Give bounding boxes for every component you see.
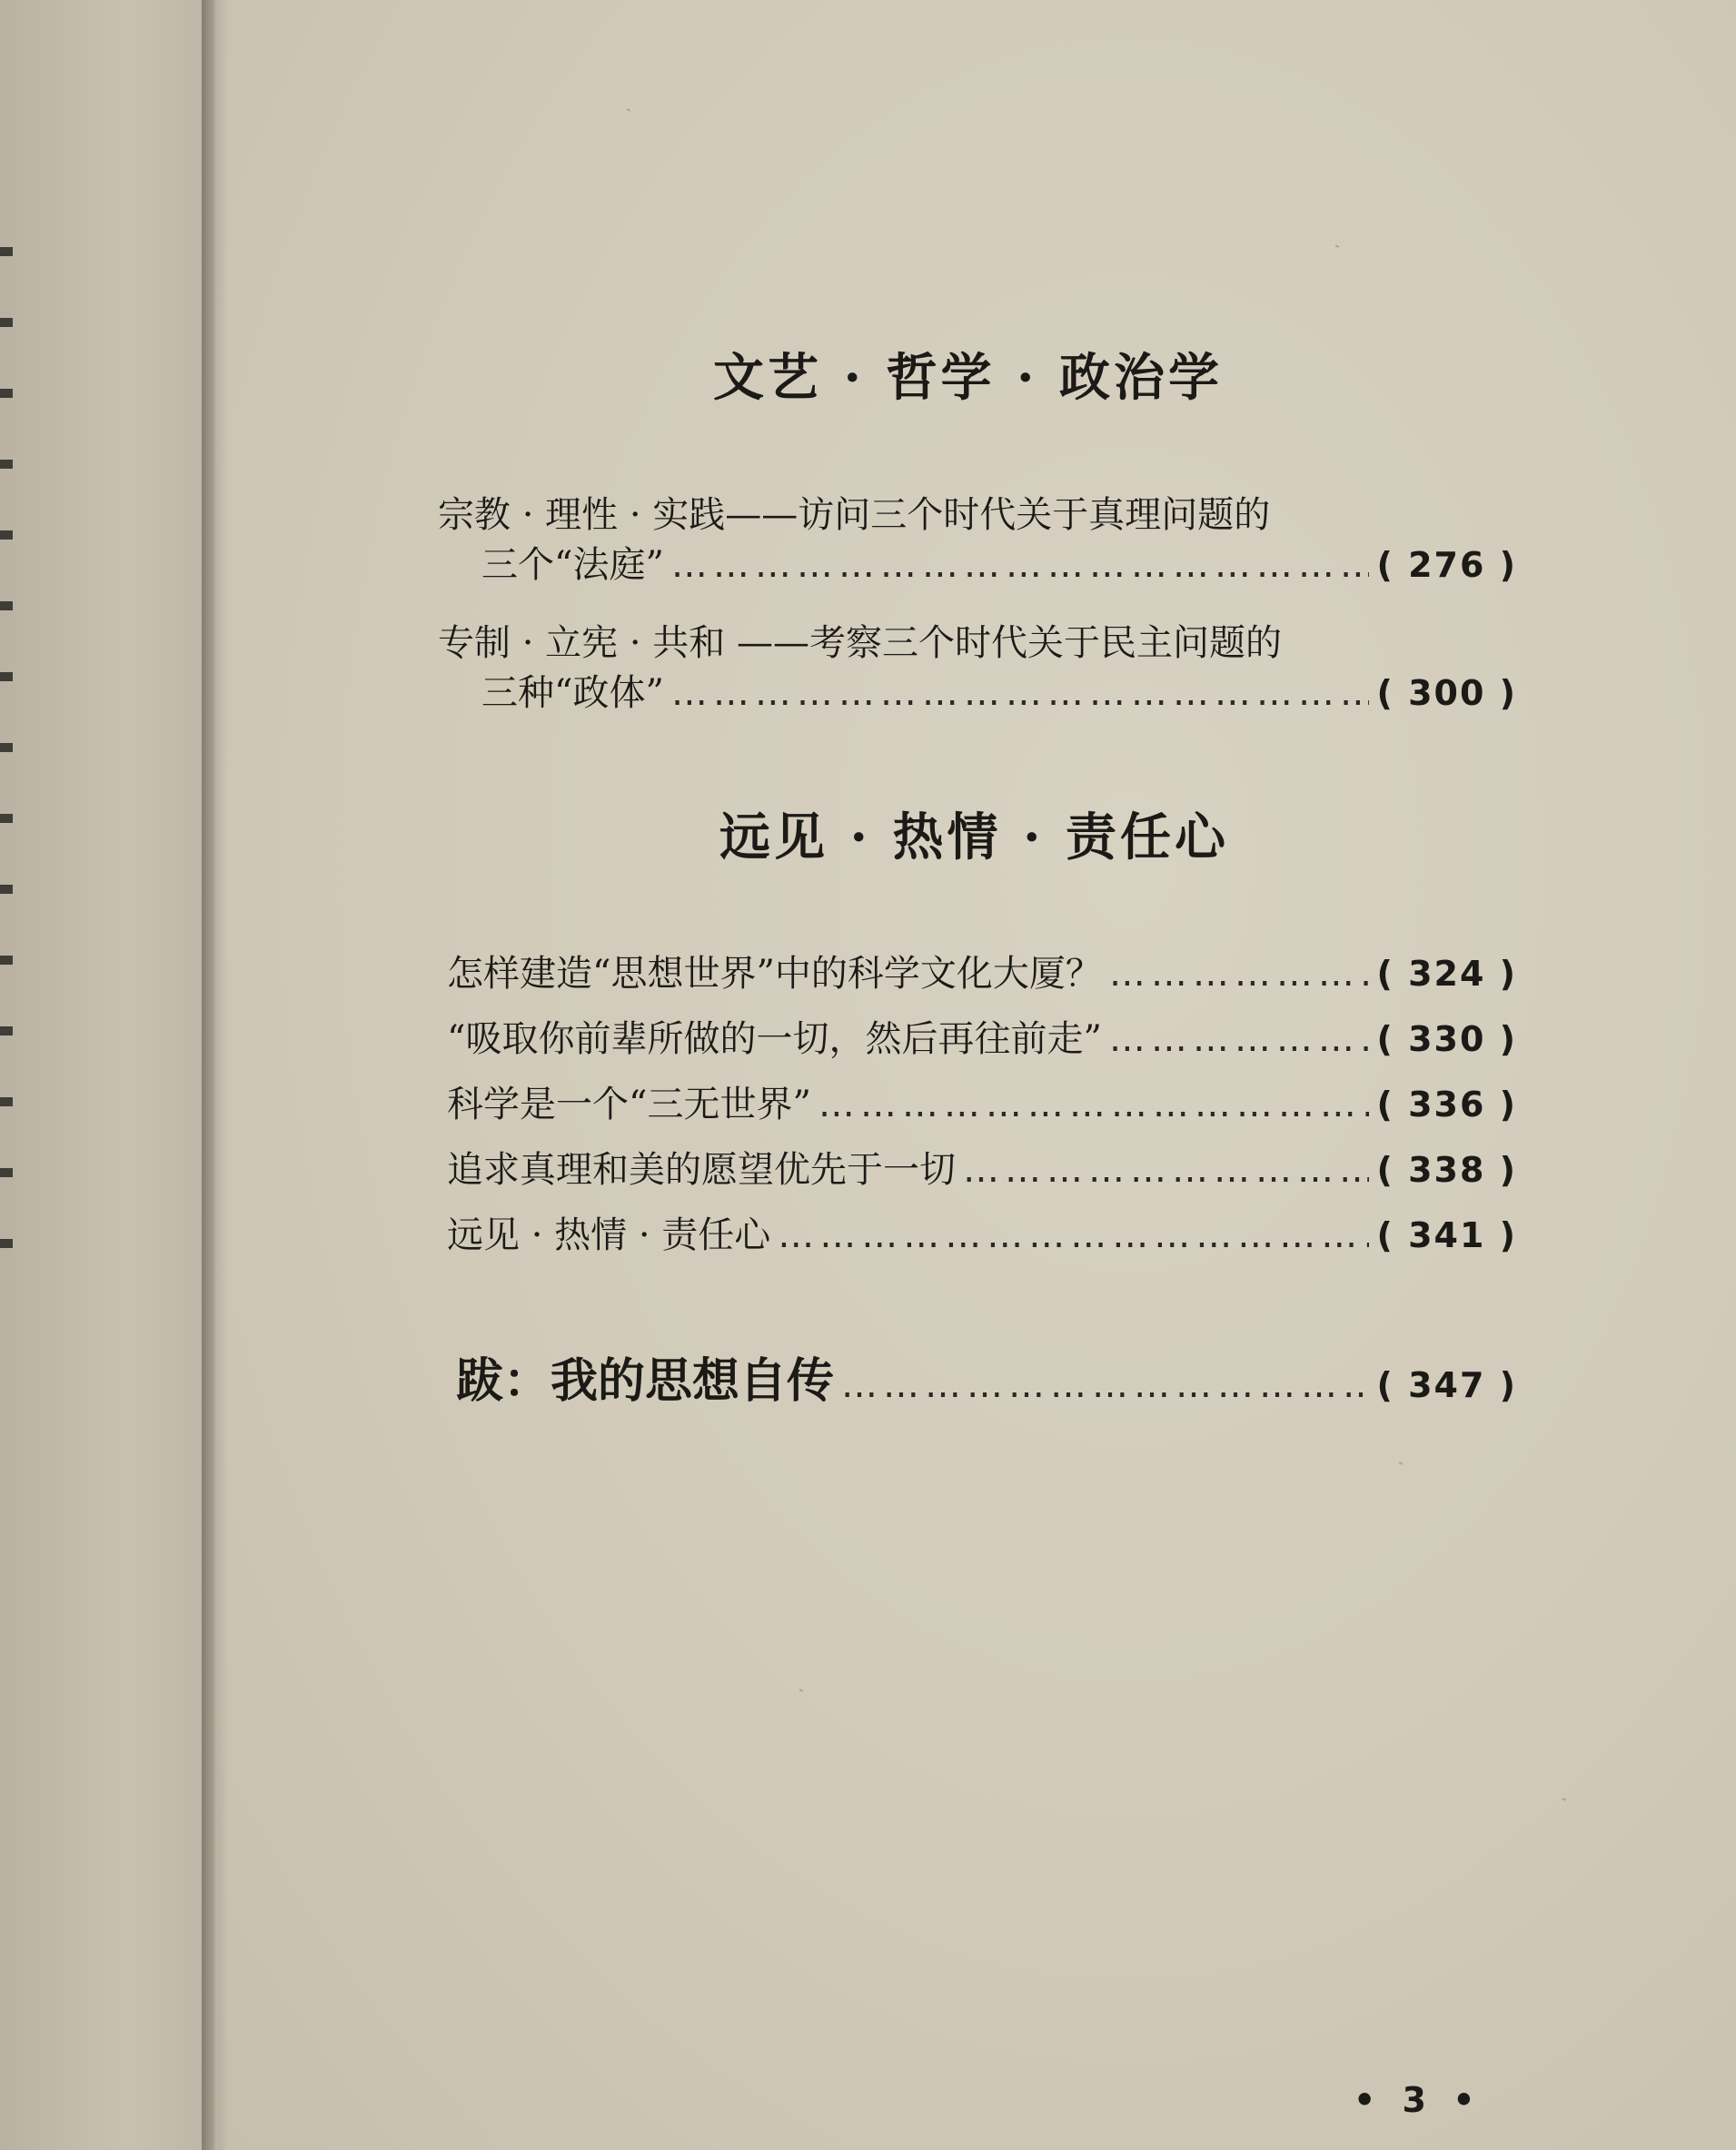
- dot-leader: [671, 672, 1370, 714]
- afterword-row[interactable]: [456, 1343, 1517, 1411]
- page-number: ( 336 ): [1376, 1085, 1517, 1125]
- dot-leader: [1109, 1018, 1370, 1060]
- left-page: [0, 0, 214, 2150]
- toc-entry-5-row[interactable]: [447, 1075, 1517, 1127]
- page-gutter: [202, 0, 229, 2150]
- page-number: ( 330 ): [1376, 1019, 1517, 1059]
- toc-entry-4-row[interactable]: [447, 1010, 1517, 1062]
- toc-entry-1-row[interactable]: [481, 536, 1517, 588]
- dot-leader: [671, 544, 1370, 586]
- toc-entry-4-text: “吸取你前辈所做的一切，然后再往前走”: [447, 1018, 1102, 1060]
- toc-entry-1-line2: 三个“法庭”: [481, 544, 664, 586]
- page-number: ( 347 ): [1376, 1365, 1517, 1405]
- toc-entry-2-line2: 三种“政体”: [481, 672, 664, 714]
- dot-leader: [818, 1084, 1370, 1125]
- toc-entry-7-row[interactable]: [447, 1206, 1517, 1258]
- toc-entry-6-row[interactable]: [447, 1141, 1517, 1193]
- toc-entry-2-row[interactable]: [481, 664, 1517, 716]
- afterword-text: 跋：我的思想自传: [456, 1353, 835, 1409]
- page-number: ( 324 ): [1376, 954, 1517, 994]
- page-number: ( 300 ): [1376, 673, 1517, 713]
- dot-leader: [841, 1364, 1369, 1406]
- dot-leader: [1109, 953, 1370, 995]
- section-title-1: 文艺 · 哲学 · 政治学: [713, 348, 1223, 408]
- toc-entry-6-text: 追求真理和美的愿望优先于一切: [447, 1149, 956, 1191]
- section-title-2: 远见 · 热情 · 责任心: [719, 807, 1229, 867]
- toc-entry-2-line1: 专制 · 立宪 · 共和 ——考察三个时代关于民主问题的: [438, 622, 1283, 664]
- dot-leader: [963, 1149, 1369, 1191]
- toc-entry-7-text: 远见 · 热情 · 责任心: [447, 1214, 771, 1256]
- spiral-binding: [0, 200, 13, 1253]
- page-number: ( 338 ): [1376, 1150, 1517, 1190]
- page-number: ( 341 ): [1376, 1215, 1517, 1255]
- toc-entry-1-line1: 宗教 · 理性 · 实践——访问三个时代关于真理问题的: [438, 494, 1271, 536]
- toc-entry-5-text: 科学是一个“三无世界”: [447, 1084, 811, 1125]
- toc-entry-3-text: 怎样建造“思想世界”中的科学文化大厦？: [447, 953, 1102, 995]
- toc-entry-3-row[interactable]: [447, 945, 1517, 996]
- dot-leader: [778, 1214, 1369, 1256]
- page-marker: • 3 •: [1354, 2080, 1483, 2120]
- page-number: ( 276 ): [1376, 545, 1517, 585]
